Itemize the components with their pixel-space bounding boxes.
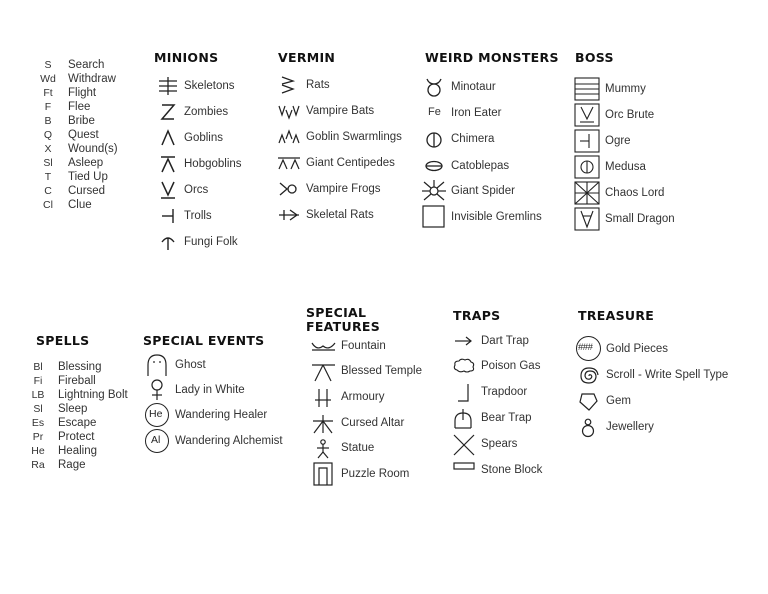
item-label: Armoury [341, 391, 385, 403]
abbr-code: C [44, 185, 52, 197]
abbr-label: Quest [68, 129, 99, 141]
chimera-icon [422, 129, 452, 149]
special-features-heading-line2: FEATURES [306, 319, 381, 334]
invisible-gremlin-icon [422, 207, 452, 227]
spell-label: Fireball [58, 375, 96, 387]
abbr-label: Tied Up [68, 171, 108, 183]
iron-eater-glyph: Fe [428, 106, 441, 118]
item-label: Mummy [605, 83, 646, 95]
item-label: Puzzle Room [341, 468, 410, 480]
traps-heading: TRAPS [453, 308, 501, 323]
item-label: Chimera [451, 133, 495, 145]
spears-icon [452, 434, 482, 454]
spell-code: Bl [33, 361, 43, 373]
centipede-icon [277, 153, 307, 173]
abbr-code: Ft [43, 87, 53, 99]
item-label: Wandering Healer [175, 409, 268, 421]
item-label: Giant Centipedes [306, 157, 395, 169]
item-label: Trolls [184, 210, 212, 222]
spell-label: Blessing [58, 361, 102, 373]
special-events-heading: SPECIAL EVENTS [143, 333, 265, 348]
iron-eater-icon [422, 103, 452, 123]
item-label: Stone Block [481, 464, 543, 476]
abbr-label: Flight [68, 87, 97, 99]
item-label: Goblin Swarmlings [306, 131, 402, 143]
scroll-icon [576, 365, 606, 385]
catoblepas-icon [422, 156, 452, 176]
item-label: Spears [481, 438, 518, 450]
item-label: Catoblepas [451, 160, 510, 172]
item-label: Minotaur [451, 81, 496, 93]
armoury-icon [310, 387, 340, 407]
minions-heading: MINIONS [154, 50, 219, 65]
vermin-heading: VERMIN [278, 50, 336, 65]
item-label: Fountain [341, 340, 386, 352]
spell-code: Fi [33, 375, 43, 387]
healer-glyph: He [149, 408, 163, 420]
skeletal-rat-icon [277, 205, 307, 225]
spell-label: Escape [58, 417, 97, 429]
item-label: Rats [306, 79, 330, 91]
spell-code: LB [31, 389, 45, 401]
fountain-icon [310, 336, 340, 356]
rat-icon [277, 75, 307, 95]
abbr-code: S [44, 59, 52, 71]
hobgoblin-icon [156, 154, 186, 174]
zombie-icon [156, 102, 186, 122]
spell-label: Sleep [58, 403, 88, 415]
item-label: Wandering Alchemist [175, 435, 283, 447]
item-label: Cursed Altar [341, 417, 405, 429]
item-label: Vampire Frogs [306, 183, 381, 195]
orc-brute-icon [574, 105, 604, 125]
item-label: Hobgoblins [184, 158, 242, 170]
medusa-icon [574, 157, 604, 177]
treasure-heading: TREASURE [578, 308, 655, 323]
alchemist-glyph: Al [151, 434, 161, 446]
trapdoor-icon [452, 382, 482, 402]
item-label: Ghost [175, 359, 206, 371]
mummy-icon [574, 79, 604, 99]
spell-label: Healing [58, 445, 97, 457]
item-label: Orc Brute [605, 109, 655, 121]
abbr-label: Search [68, 59, 105, 71]
puzzle-room-icon [310, 464, 340, 484]
item-label: Iron Eater [451, 107, 502, 119]
spell-code: Es [31, 417, 45, 429]
boss-heading: BOSS [575, 50, 614, 65]
abbr-code: T [44, 171, 52, 183]
item-label: Skeletons [184, 80, 235, 92]
dart-trap-icon [452, 331, 482, 351]
item-label: Blessed Temple [341, 365, 422, 377]
item-label: Trapdoor [481, 386, 528, 398]
ogre-icon [574, 131, 604, 151]
wandering-alchemist-icon [145, 431, 175, 451]
abbr-code: Wd [40, 73, 56, 85]
item-label: Giant Spider [451, 185, 515, 197]
item-label: Vampire Bats [306, 105, 375, 117]
item-label: Dart Trap [481, 335, 529, 347]
abbr-label: Cursed [68, 185, 106, 197]
item-label: Statue [341, 442, 375, 454]
statue-icon [310, 438, 340, 458]
goblin-swarmling-icon [277, 127, 307, 147]
special-features-heading-line1: SPECIAL [306, 305, 367, 320]
vampire-frog-icon [277, 179, 307, 199]
item-label: Ogre [605, 135, 631, 147]
spell-label: Protect [58, 431, 95, 443]
item-label: Bear Trap [481, 412, 532, 424]
spell-label: Rage [58, 459, 86, 471]
item-label: Gold Pieces [606, 343, 669, 355]
small-dragon-icon [574, 209, 604, 229]
lady-in-white-icon [145, 380, 175, 400]
jewellery-icon [576, 417, 606, 437]
item-label: Zombies [184, 106, 229, 118]
fungi-folk-icon [156, 232, 186, 252]
skeleton-icon [156, 76, 186, 96]
abbr-label: Wound(s) [68, 143, 118, 155]
item-label: Invisible Gremlins [451, 211, 542, 223]
vampire-bat-icon [277, 101, 307, 121]
spell-label: Lightning Bolt [58, 389, 128, 401]
minotaur-icon [422, 77, 452, 97]
abbr-code: Sl [43, 157, 53, 169]
abbr-code: Q [43, 129, 53, 141]
item-label: Skeletal Rats [306, 209, 374, 221]
item-label: Fungi Folk [184, 236, 238, 248]
item-label: Medusa [605, 161, 646, 173]
orc-icon [156, 180, 186, 200]
abbr-label: Flee [68, 101, 91, 113]
giant-spider-icon [420, 181, 450, 201]
item-label: Gem [606, 395, 631, 407]
wandering-healer-icon [145, 405, 175, 425]
abbr-label: Clue [68, 199, 92, 211]
spell-code: Ra [31, 459, 45, 471]
abbr-code: B [44, 115, 52, 127]
item-label: Goblins [184, 132, 223, 144]
bear-trap-icon [452, 408, 482, 428]
gold-pieces-icon [576, 339, 606, 359]
abbr-label: Bribe [68, 115, 95, 127]
troll-icon [156, 206, 186, 226]
spell-code: Sl [33, 403, 43, 415]
cursed-altar-icon [310, 413, 340, 433]
ghost-icon [145, 355, 175, 375]
abbr-label: Asleep [68, 157, 104, 169]
item-label: Small Dragon [605, 213, 675, 225]
goblin-icon [156, 128, 186, 148]
item-label: Lady in White [175, 384, 245, 396]
abbr-label: Withdraw [68, 73, 116, 85]
temple-icon [310, 361, 340, 381]
special-features-heading [306, 306, 380, 334]
item-label: Poison Gas [481, 360, 541, 372]
spells-heading: SPELLS [36, 333, 90, 348]
abbr-code: X [44, 143, 52, 155]
item-label: Orcs [184, 184, 209, 196]
abbr-code: F [44, 101, 52, 113]
gem-icon [576, 391, 606, 411]
item-label: Scroll - Write Spell Type [606, 369, 729, 381]
gold-glyph: ### [578, 342, 593, 353]
weird-monsters-heading: WEIRD MONSTERS [425, 50, 559, 65]
spell-code: Pr [32, 431, 44, 443]
spell-code: He [31, 445, 45, 457]
item-label: Jewellery [606, 421, 654, 433]
abbr-code: Cl [43, 199, 53, 211]
stone-block-icon [452, 460, 482, 480]
item-label: Chaos Lord [605, 187, 665, 199]
poison-gas-icon [452, 356, 482, 376]
chaos-lord-icon [574, 183, 604, 203]
